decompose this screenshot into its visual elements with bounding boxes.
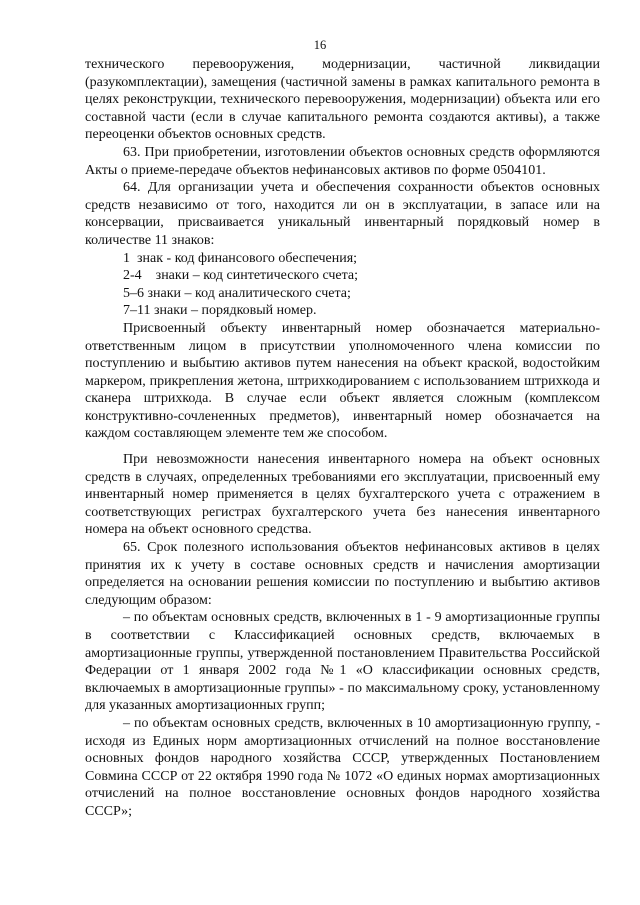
paragraph-groups-1-9: – по объектам основных средств, включенных в 1 - 9 амортизационные группы в соответствии с Классификацией основных средств, включаемых в амортизационные группы, утвержденной постановлением Правительства Российской Федерации от 1 января 2002 года №1 «О классификации основных средств, включаемых в амортизационные группы» - по максимальному сроку, установленному для указанных амортизационных групп; [85,610,600,714]
paragraph-65: 65. Срок полезного использования объектов нефинансовых активов в целях принятия их к учету в составе основных средств и начисления амортизации определяется на основании решения комиссии по поступлению и выбытию активов следующим образом: [85,540,600,608]
paragraph-continuation: технического перевооружения, модернизации, частичной ликвидации (разукомплектации), замещения (частичной замены в рамках капитального ремонта в целях реконструкции, технического перевооружения, модернизации) объекта или его составной части (если в случае капитального ремонта создаются активы), а также переоценки объектов основных средств. [85,57,600,143]
list-item: 5–6 знаки – код аналитического счета; [123,285,351,301]
paragraph-inventory-marking: Присвоенный объекту инвентарный номер обозначается материально-ответственным лицом в присутствии уполномоченного члена комиссии по поступлению и выбытию активов путем нанесения на объект краской, водостойким маркером, прикрепления жетона, штрихкодированием с использованием штрихкода и сканера штрихкода. В случае если объект является сложным (комплексом конструктивно-сочлененных предметов), инвентарный номер обозначается на каждом составляющем элементе тем же способом. [85,320,600,442]
list-item: 1 знак - код финансового обеспечения; [123,250,358,266]
inventory-number-list [85,250,600,320]
document-body [85,56,600,821]
paragraph-64: 64. Для организации учета и обеспечения сохранности объектов основных средств независимо от того, находится ли он в эксплуатации, в запасе или на консервации, присваивается уникальный инвентарный порядковый номер в количестве 11 знаков: [85,180,600,248]
paragraph-63: 63. При приобретении, изготовлении объектов основных средств оформляются Акты о приеме-передаче объектов нефинансовых активов по форме 0504101. [85,144,600,178]
paragraph-group-10: – по объектам основных средств, включенных в 10 амортизационную группу, - исходя из Единых норм амортизационных отчислений на полное восстановление основных фондов народного хозяйства СССР, утвержденных Постановлением Совмина СССР от 22 октября 1990 года № 1072 «О единых нормах амортизационных отчислений на полное восстановление основных фондов народного хозяйства СССР»; [85,715,600,819]
paragraph-inventory-impossible: При невозможности нанесения инвентарного номера на объект основных средств в случаях, определенных требованиями его эксплуатации, присвоенный ему инвентарный номер применяется в целях бухгалтерского учета с отражением в соответствующих регистрах бухгалтерского учета без нанесения инвентарного номера на объект основного средства. [85,452,600,538]
list-item: 7–11 знаки – порядковый номер. [123,303,317,319]
page-number: 16 [313,38,327,52]
list-item: 2-4 знаки – код синтетического счета; [123,268,359,284]
